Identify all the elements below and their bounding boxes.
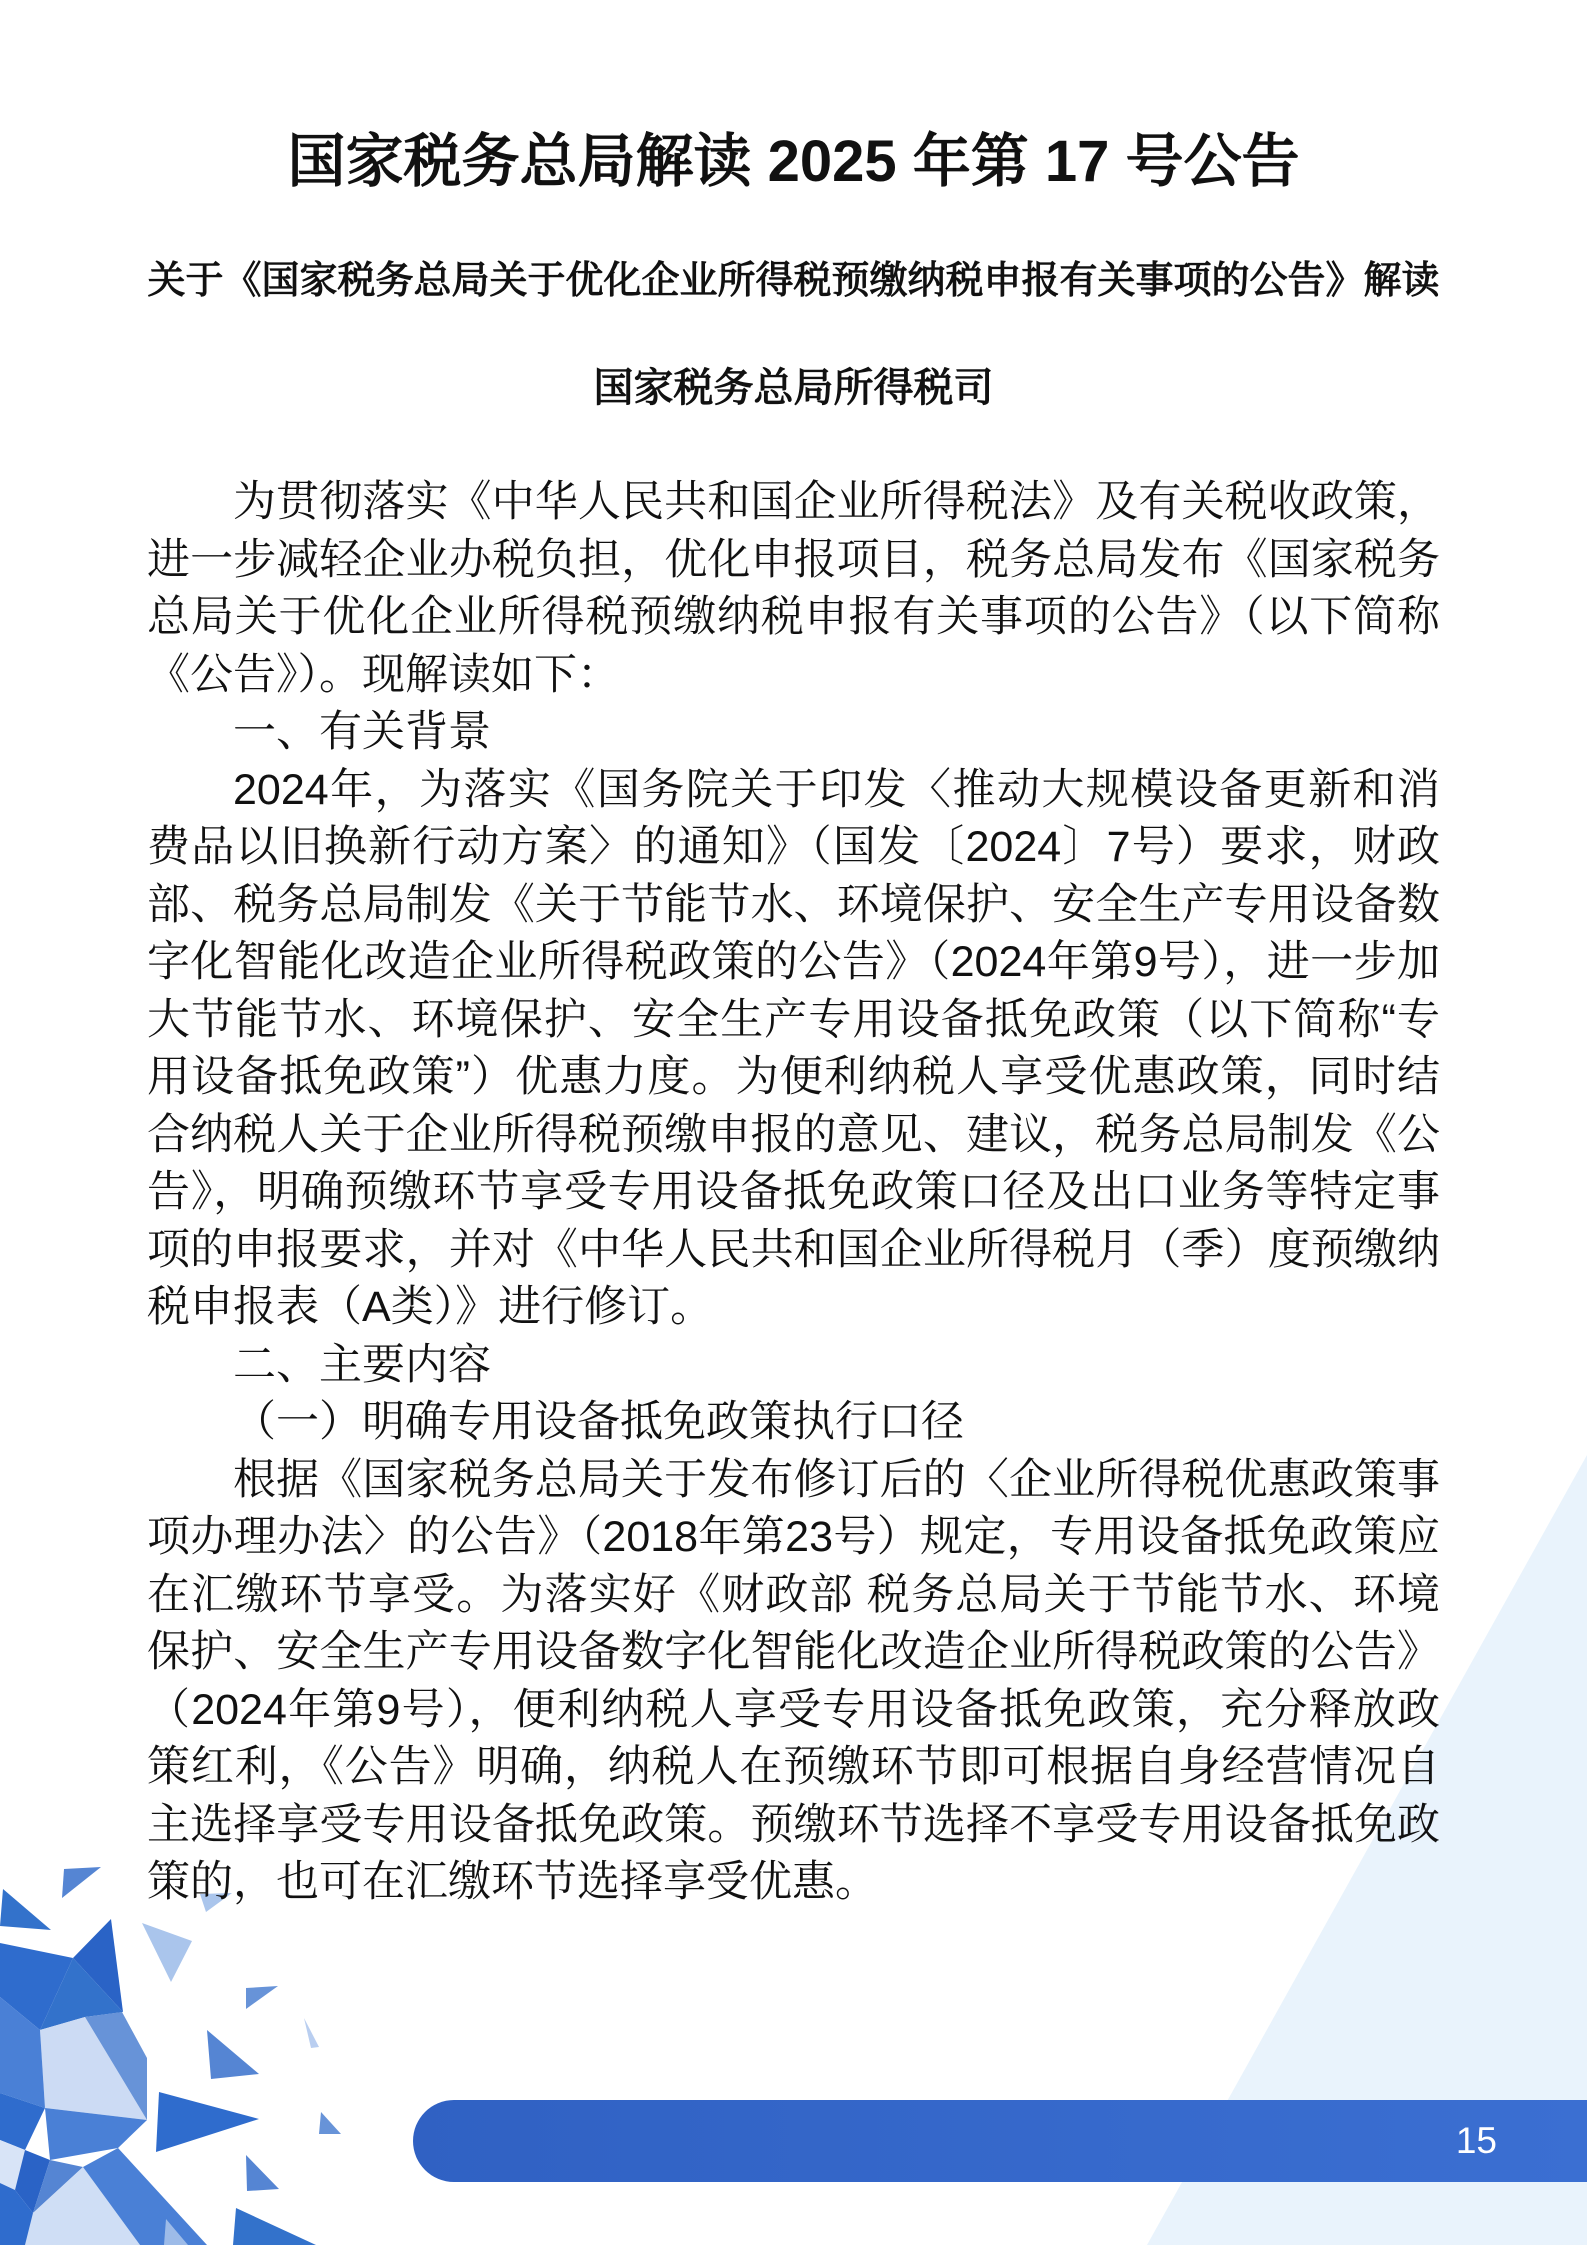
- subsection-heading: （一）明确专用设备抵免政策执行口径: [233, 1398, 964, 1446]
- body-paragraph: 为贯彻落实《中华人民共和国企业所得税法》及有关税收政策，进一步减轻企业办税负担，优化申报项目，税务总局发布《国家税务总局关于优化企业所得税预缴纳税申报有关事项的公告》（以下简称《公告》）。现解读如下：: [147, 478, 1440, 699]
- page-title: 国家税务总局解读 2025 年第 17 号公告: [287, 129, 1300, 194]
- page-subtitle: 关于《国家税务总局关于优化企业所得税预缴纳税申报有关事项的公告》解读: [147, 260, 1440, 302]
- section-heading: 二、主要内容: [233, 1340, 491, 1389]
- footer-bar: [413, 2100, 1587, 2182]
- document-body: [147, 474, 1440, 1912]
- document-content: [0, 128, 1587, 1912]
- issuing-department: 国家税务总局所得税司: [593, 366, 994, 410]
- body-paragraph: 根据《国家税务总局关于发布修订后的〈企业所得税优惠政策事项办理办法〉的公告》（2018年第23号）规定，专用设备抵免政策应在汇缴环节享受。为落实好《财政部 税务总局关于节能节水、环境保护、安全生产专用设备数字化智能化改造企业所得税政策的公告》（2024年第9号），便利纳税人享受专用设备抵免政策，充分释放政策红利，《公告》明确，纳税人在预缴环节即可根据自身经营情况自主选择享受专用设备抵免政策。预缴环节选择不享受专用设备抵免政策的，也可在汇缴环节选择享受优惠。: [147, 1455, 1440, 1906]
- page-number: 15: [1455, 2120, 1497, 2161]
- section-heading: 一、有关背景: [233, 708, 491, 756]
- body-paragraph: 2024年，为落实《国务院关于印发〈推动大规模设备更新和消费品以旧换新行动方案〉的通知》（国发〔2024〕7号）要求，财政部、税务总局制发《关于节能节水、环境保护、安全生产专用设备数字化智能化改造企业所得税政策的公告》（2024年第9号），进一步加大节能节水、环境保护、安全生产专用设备抵免政策（以下简称“专用设备抵免政策”）优惠力度。为便利纳税人享受优惠政策，同时结合纳税人关于企业所得税预缴申报的意见、建议，税务总局制发《公告》，明确预缴环节享受专用设备抵免政策口径及出口业务等特定事项的申报要求，并对《中华人民共和国企业所得税月（季）度预缴纳税申报表（A类）》进行修订。: [147, 765, 1440, 1331]
